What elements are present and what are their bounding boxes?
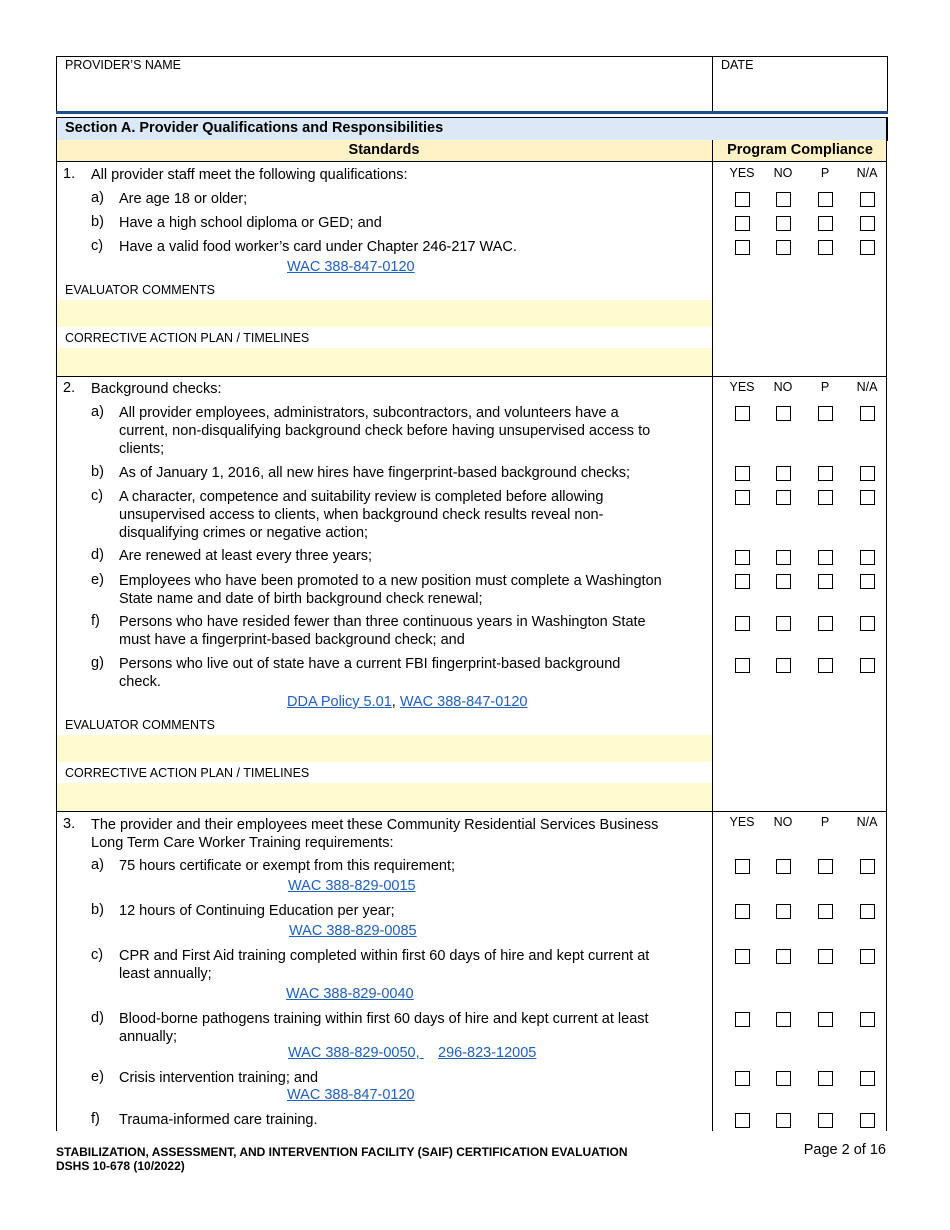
provider-date-divider [712,56,713,113]
q3a-na-checkbox[interactable] [860,859,875,874]
q3d-wac-link-2[interactable]: 296-823-12005 [438,1045,537,1061]
q2e-yes-checkbox[interactable] [735,574,750,589]
q2a-line: current, non-disqualifying background check before having unsupervised access to [119,423,651,439]
q3d-line: annually; [119,1029,178,1045]
q2f-na-checkbox[interactable] [860,616,875,631]
q2-cap-label: CORRECTIVE ACTION PLAN / TIMELINES [65,766,310,780]
q1-cap-label: CORRECTIVE ACTION PLAN / TIMELINES [65,331,310,345]
q1c-p-checkbox[interactable] [818,240,833,255]
header-bottom-rule [56,111,888,114]
q1c-yes-checkbox[interactable] [735,240,750,255]
q3-item-letter: c) [91,947,104,963]
q2-item-letter: c) [91,488,104,504]
standards-header: Standards [348,142,420,158]
program-compliance-header: Program Compliance [727,142,873,158]
q1-text: All provider staff meet the following qualifications: [91,167,408,183]
q3-line: The provider and their employees meet these Community Residential Services Business [91,817,659,833]
q3a-no-checkbox[interactable] [776,859,791,874]
q2e-line: State name and date of birth background check renewal; [119,591,483,607]
q2g-yes-checkbox[interactable] [735,658,750,673]
q1a-no-checkbox[interactable] [776,192,791,207]
q3c-p-checkbox[interactable] [818,949,833,964]
footer-form-title: STABILIZATION, ASSESSMENT, AND INTERVENTION FACILITY (SAIF) CERTIFICATION EVALUATION [56,1145,628,1159]
q2-evaluator-comments-field[interactable] [57,735,712,762]
q2b-na-checkbox[interactable] [860,466,875,481]
q2a-line: All provider employees, administrators, subcontractors, and volunteers have a [119,405,619,421]
q1c-na-checkbox[interactable] [860,240,875,255]
q1-item-letter: b) [91,214,104,230]
q3c-line: CPR and First Aid training completed within first 60 days of hire and kept current at [119,948,650,964]
q3-item-letter: a) [91,857,104,873]
q2-item-letter: d) [91,547,104,563]
q1-cap-field[interactable] [57,348,712,376]
q3a-yes-checkbox[interactable] [735,859,750,874]
q2d-na-checkbox[interactable] [860,550,875,565]
q3b-line: 12 hours of Continuing Education per year; [119,903,395,919]
footer-form-number: DSHS 10-678 (10/2022) [56,1159,185,1173]
q2-item-letter: b) [91,464,104,480]
q2c-no-checkbox[interactable] [776,490,791,505]
q3a-p-checkbox[interactable] [818,859,833,874]
q3-item-letter: e) [91,1069,104,1085]
q1-item-letter: a) [91,190,104,206]
q2d-no-checkbox[interactable] [776,550,791,565]
q3d-line: Blood-borne pathogens training within first 60 days of hire and kept current at least [119,1011,649,1027]
q1-no-header: NO [773,166,793,180]
date-label: DATE [721,58,754,72]
q1b-p-checkbox[interactable] [818,216,833,231]
q3b-na-checkbox[interactable] [860,904,875,919]
q2-yes-header: YES [729,380,755,394]
ref-separator: , [391,694,396,710]
q3d-no-checkbox[interactable] [776,1012,791,1027]
q2d-line: Are renewed at least every three years; [119,548,373,564]
q1-yes-header: YES [729,166,755,180]
q3d-yes-checkbox[interactable] [735,1012,750,1027]
q3-item-letter: b) [91,902,104,918]
table-left-border [56,117,57,1131]
q1a-p-checkbox[interactable] [818,192,833,207]
q3-item-letter: f) [91,1111,100,1127]
q2-evaluator-comments-label: EVALUATOR COMMENTS [65,718,216,732]
q3b-no-checkbox[interactable] [776,904,791,919]
q3e-wac-link[interactable]: WAC 388-847-0120 [287,1087,415,1103]
q1-item-a: Are age 18 or older; [119,191,248,207]
q2f-p-checkbox[interactable] [818,616,833,631]
q2-wac-link[interactable]: WAC 388-847-0120 [399,694,528,710]
q2g-line: Persons who live out of state have a current FBI fingerprint-based background [119,656,621,672]
q2g-p-checkbox[interactable] [818,658,833,673]
q3f-na-checkbox[interactable] [860,1113,875,1128]
q3-item-letter: d) [91,1010,104,1026]
q1a-na-checkbox[interactable] [860,192,875,207]
q2-number: 2. [63,380,76,396]
table-right-border [886,117,887,1131]
q2f-line: Persons who have resided fewer than three continuous years in Washington State [119,614,646,630]
section-title: Section A. Provider Qualifications and Responsibilities [65,120,444,136]
q1-p-header: P [820,166,830,180]
q3-no-header: NO [773,815,793,829]
q3c-no-checkbox[interactable] [776,949,791,964]
row-rule [56,376,887,377]
q2-text: Background checks: [91,381,222,397]
q3f-line: Trauma-informed care training. [119,1112,318,1128]
q1-evaluator-comments-label: EVALUATOR COMMENTS [65,283,216,297]
q3a-wac-link[interactable]: WAC 388-829-0015 [288,878,416,894]
q1-number: 1. [63,166,76,182]
q2a-no-checkbox[interactable] [776,406,791,421]
q1-wac-link[interactable]: WAC 388-847-0120 [287,259,415,275]
q2g-no-checkbox[interactable] [776,658,791,673]
q2c-line: unsupervised access to clients, when background check results reveal non- [119,507,604,523]
q1-na-header: N/A [856,166,878,180]
q2c-yes-checkbox[interactable] [735,490,750,505]
q3-line: Long Term Care Worker Training requirements: [91,835,394,851]
q2d-p-checkbox[interactable] [818,550,833,565]
date-field[interactable] [716,74,882,108]
q2c-line: A character, competence and suitability review is completed before allowing [119,489,604,505]
q2-na-header: N/A [856,380,878,394]
q2d-yes-checkbox[interactable] [735,550,750,565]
q2-no-header: NO [773,380,793,394]
q3a-line: 75 hours certificate or exempt from this requirement; [119,858,456,874]
row-rule [56,161,887,162]
q3b-p-checkbox[interactable] [818,904,833,919]
q2e-p-checkbox[interactable] [818,574,833,589]
q2e-line: Employees who have been promoted to a new position must complete a Washington [119,573,662,589]
dda-policy-link[interactable]: DDA Policy 5.01 [287,694,392,710]
q2-item-letter: g) [91,655,104,671]
q1c-no-checkbox[interactable] [776,240,791,255]
page-number: Page 2 of 16 [803,1142,886,1158]
q2e-no-checkbox[interactable] [776,574,791,589]
q3-number: 3. [63,816,76,832]
q3c-na-checkbox[interactable] [860,949,875,964]
q3c-yes-checkbox[interactable] [735,949,750,964]
q3-p-header: P [820,815,830,829]
q1-item-letter: c) [91,238,104,254]
column-divider [712,140,713,1131]
q2b-yes-checkbox[interactable] [735,466,750,481]
q2-item-letter: f) [91,613,100,629]
q3e-line: Crisis intervention training; and [119,1070,319,1086]
q1-evaluator-comments-field[interactable] [57,300,712,327]
q1-item-c: Have a valid food worker’s card under Chapter 246-217 WAC. [119,239,517,255]
q3e-na-checkbox[interactable] [860,1071,875,1086]
q2b-line: As of January 1, 2016, all new hires have fingerprint-based background checks; [119,465,631,481]
q2-references [287,694,527,710]
q2f-line: must have a fingerprint-based background check; and [119,632,465,648]
q2b-p-checkbox[interactable] [818,466,833,481]
q3e-no-checkbox[interactable] [776,1071,791,1086]
q3e-p-checkbox[interactable] [818,1071,833,1086]
q1b-no-checkbox[interactable] [776,216,791,231]
q3c-line: least annually; [119,966,212,982]
provider-name-label: PROVIDER’S NAME [65,58,181,72]
provider-name-field[interactable] [60,74,708,108]
q2a-na-checkbox[interactable] [860,406,875,421]
q3f-no-checkbox[interactable] [776,1113,791,1128]
q2a-yes-checkbox[interactable] [735,406,750,421]
q1b-yes-checkbox[interactable] [735,216,750,231]
q3d-na-checkbox[interactable] [860,1012,875,1027]
q3c-wac-link[interactable]: WAC 388-829-0040 [286,986,414,1002]
q2g-na-checkbox[interactable] [860,658,875,673]
q2c-line: disqualifying crimes or negative action; [119,525,369,541]
q2b-no-checkbox[interactable] [776,466,791,481]
q3-na-header: N/A [856,815,878,829]
q1-item-b: Have a high school diploma or GED; and [119,215,382,231]
q3-yes-header: YES [729,815,755,829]
q2f-no-checkbox[interactable] [776,616,791,631]
q2g-line: check. [119,674,161,690]
q2c-na-checkbox[interactable] [860,490,875,505]
q3b-wac-link[interactable]: WAC 388-829-0085 [289,923,417,939]
q1b-na-checkbox[interactable] [860,216,875,231]
q3f-p-checkbox[interactable] [818,1113,833,1128]
q2a-p-checkbox[interactable] [818,406,833,421]
q2e-na-checkbox[interactable] [860,574,875,589]
q2f-yes-checkbox[interactable] [735,616,750,631]
q3b-yes-checkbox[interactable] [735,904,750,919]
q2c-p-checkbox[interactable] [818,490,833,505]
q3f-yes-checkbox[interactable] [735,1113,750,1128]
q3d-p-checkbox[interactable] [818,1012,833,1027]
q1a-yes-checkbox[interactable] [735,192,750,207]
row-rule [56,811,887,812]
q3d-wac-link[interactable]: WAC 388-829-0050, [288,1045,424,1061]
q2-p-header: P [820,380,830,394]
q2-item-letter: e) [91,572,104,588]
q3e-yes-checkbox[interactable] [735,1071,750,1086]
q2-item-letter: a) [91,404,104,420]
q2a-line: clients; [119,441,165,457]
q2-cap-field[interactable] [57,783,712,811]
